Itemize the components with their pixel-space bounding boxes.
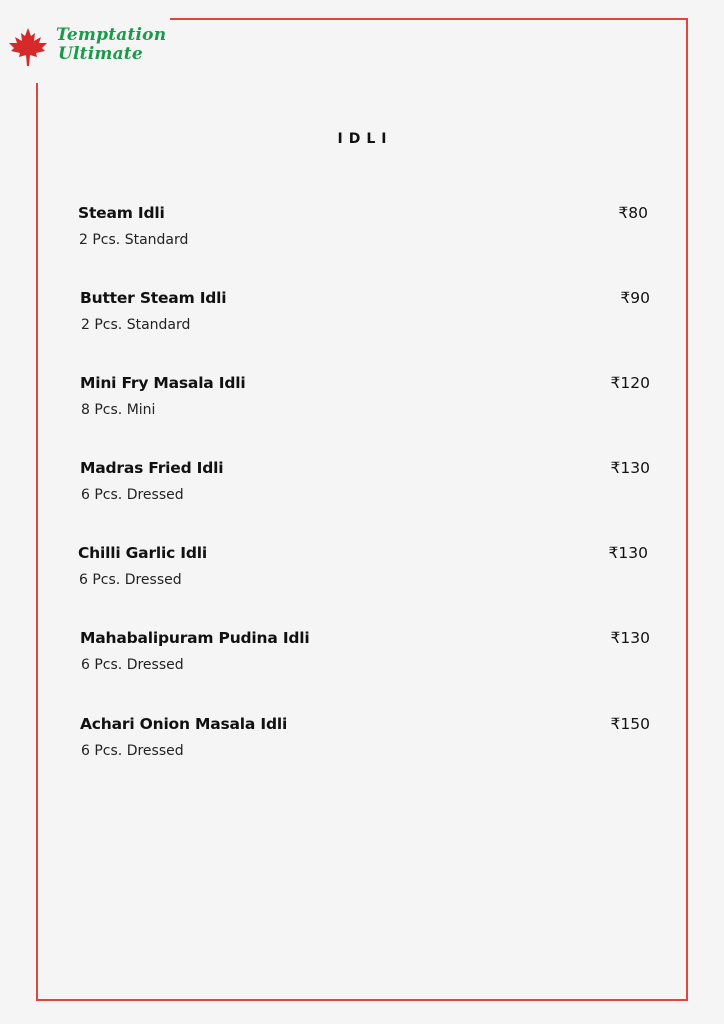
item-description: 6 Pcs. Dressed [81,743,184,759]
menu-item [80,715,650,775]
frame-top-border [170,18,688,20]
item-price: ₹130 [608,544,648,562]
item-price: ₹130 [610,459,650,477]
item-name: Madras Fried Idli [80,459,224,477]
item-name: Achari Onion Masala Idli [80,715,288,733]
menu-item [80,289,650,349]
frame-left-border [36,83,38,1001]
item-description: 6 Pcs. Dressed [81,657,184,673]
item-name: Mahabalipuram Pudina Idli [80,629,310,647]
item-description: 6 Pcs. Dressed [81,487,184,503]
brand-logo [6,24,186,74]
frame-bottom-border [36,999,688,1001]
item-description: 6 Pcs. Dressed [79,572,182,588]
menu-item [80,374,650,434]
item-description: 2 Pcs. Standard [79,232,189,248]
menu-item [78,204,648,264]
menu-item [80,459,650,519]
item-description: 2 Pcs. Standard [81,317,191,333]
brand-name [56,26,166,64]
item-name: Chilli Garlic Idli [78,544,207,562]
item-name: Butter Steam Idli [80,289,227,307]
menu-item [80,629,650,689]
brand-line-1: Temptation [56,25,167,45]
item-price: ₹90 [620,289,650,307]
item-name: Steam Idli [78,204,165,222]
section-title: IDLI [337,131,393,147]
item-price: ₹80 [618,204,648,222]
item-name: Mini Fry Masala Idli [80,374,246,392]
menu-item [78,544,648,604]
item-description: 8 Pcs. Mini [81,402,156,418]
frame-right-border [686,18,688,1001]
maple-leaf-icon [6,26,50,68]
brand-line-2: Ultimate [58,44,143,64]
item-price: ₹130 [610,629,650,647]
item-price: ₹120 [610,374,650,392]
item-price: ₹150 [610,715,650,733]
